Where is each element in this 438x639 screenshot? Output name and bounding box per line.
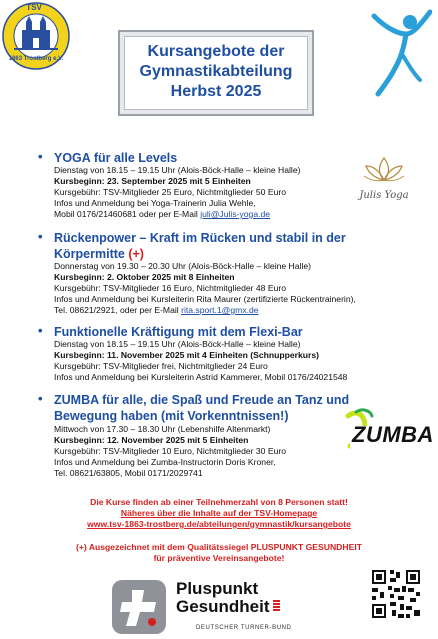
course-yoga-start	[54, 176, 251, 187]
zumba-logo-text: ZUMBA	[352, 422, 434, 447]
course-yoga-phone-text: Mobil 0176/21460681 oder per E-Mail	[54, 209, 201, 219]
course-yoga-contact: Infos und Anmeldung bei Yoga-Trainerin Julia Wehle,	[54, 198, 256, 208]
course-zumba-phone: Tel. 08621/63805, Mobil 0171/2029741	[54, 468, 203, 478]
logo-bottom-text: 1863 Trostberg e.V.	[8, 56, 64, 62]
ruecken-email-link[interactable]: rita.sport.1@gmx.de	[181, 305, 259, 315]
course-zumba-fee: Kursgebühr: TSV-Mitglieder 10 Euro, Nichtmitglieder 30 Euro	[54, 446, 286, 456]
pluspunkt-line-2-text: Gesundheit	[176, 597, 270, 616]
course-ruecken-phone	[54, 305, 259, 316]
course-flexibar-fee: Kursgebühr: TSV-Mitglieder frei, Nichtmitglieder 24 Euro	[54, 361, 268, 371]
course-flexibar-start	[54, 350, 319, 361]
yoga-email-link[interactable]: juli@Julis-yoga.de	[200, 209, 271, 219]
pluspunkt-marker: (+)	[128, 247, 144, 261]
title-line-2: Gymnastikabteilung	[139, 63, 293, 80]
course-yoga-time: Dienstag von 18.15 – 19.15 Uhr (Alois-Böck-Halle – kleine Halle)	[54, 165, 301, 175]
course-ruecken-contact: Infos und Anmeldung bei Kursleiterin Rita Maurer (zertifizierte Rückentrainerin),	[54, 294, 356, 304]
title-box	[118, 30, 314, 116]
pluspunkt-wordmark	[176, 580, 336, 616]
course-ruecken-title-2	[54, 246, 144, 262]
footer-preventive: für präventive Vereinsangebote!	[153, 553, 285, 563]
course-flexibar-contact: Infos und Anmeldung bei Kursleiterin Astrid Kammerer, Mobil 0176/24021548	[54, 372, 348, 382]
gymnast-figure-icon	[370, 8, 432, 98]
course-zumba-contact: Infos und Anmeldung bei Zumba-Instructorin Doris Kroner,	[54, 457, 276, 467]
title-line-3: Herbst 2025	[170, 83, 262, 100]
course-ruecken-phone-text: Tel. 08621/2921, oder per E-Mail	[54, 305, 182, 315]
julis-yoga-logo	[352, 152, 416, 212]
pluspunkt-gesundheit-icon	[112, 580, 166, 634]
course-zumba-start-text: Kursbeginn: 12. November 2025 mit 5 Einheiten	[54, 435, 249, 445]
bullet-icon: •	[38, 149, 43, 164]
course-ruecken-fee: Kursgebühr: TSV-Mitglieder 16 Euro, Nichtmitglieder 48 Euro	[54, 283, 286, 293]
course-yoga-start-text: Kursbeginn: 23. September 2025 mit 5 Einheiten	[54, 176, 251, 186]
course-ruecken-title-2-text: Körpermitte	[54, 247, 125, 261]
course-yoga-title: YOGA für alle Levels	[54, 151, 178, 165]
course-flexibar-title: Funktionelle Kräftigung mit dem Flexi-Bar	[54, 325, 303, 339]
course-flexibar-start-text: Kursbeginn: 11. November 2025 mit 4 Einheiten (Schnupperkurs)	[54, 350, 320, 360]
course-yoga-fee: Kursgebühr: TSV-Mitglieder 25 Euro, Nichtmitglieder 50 Euro	[54, 187, 286, 197]
pluspunkt-line-1: Pluspunkt	[176, 579, 259, 598]
footer-more-info: Näheres über die Inhalte auf der TSV-Homepage	[120, 508, 318, 518]
qr-code[interactable]	[370, 568, 422, 620]
homepage-link[interactable]: www.tsv-1863-trostberg.de/abteilungen/gymnastik/kursangebote	[87, 519, 351, 529]
course-zumba-title-2: Bewegung haben (mit Vorkenntnissen!)	[54, 409, 289, 423]
bullet-icon: •	[38, 391, 43, 406]
yoga-logo-text: Julis Yoga	[359, 190, 409, 201]
dtb-red-mark-icon	[273, 600, 280, 612]
title-line-1: Kursangebote der	[147, 43, 285, 60]
dtb-subtitle: DEUTSCHER TURNER-BUND	[196, 625, 292, 631]
logo-top-text: TSV	[26, 3, 42, 12]
course-yoga-phone	[54, 209, 270, 220]
course-zumba-start	[54, 435, 248, 446]
bullet-icon: •	[38, 323, 43, 338]
course-zumba-title-1: ZUMBA für alle, die Spaß und Freude an Tanz und	[54, 393, 350, 407]
course-ruecken-start-text: Kursbeginn: 2. Oktober 2025 mit 8 Einheiten	[54, 272, 235, 282]
bullet-icon: •	[38, 229, 43, 244]
pluspunkt-line-2	[176, 598, 336, 616]
footer-quality-seal: (+) Ausgezeichnet mit dem Qualitätssiegel PLUSPUNKT GESUNDHEIT	[76, 542, 362, 552]
footer-min-participants: Die Kurse finden ab einer Teilnehmerzahl von 8 Personen statt!	[90, 497, 348, 507]
course-ruecken-title-1: Rückenpower – Kraft im Rücken und stabil in der	[54, 231, 346, 245]
course-ruecken-start	[54, 272, 235, 283]
course-flexibar-time: Dienstag von 18.15 – 19.15 Uhr (Alois-Böck-Halle – kleine Halle)	[54, 339, 301, 349]
page-title	[120, 42, 312, 102]
course-ruecken-time: Donnerstag von 19.30 – 20.30 Uhr (Alois-Böck-Halle – kleine Halle)	[54, 261, 311, 271]
course-zumba-time: Mittwoch von 17.30 – 18.30 Uhr (Lebenshilfe Altenmarkt)	[54, 424, 271, 434]
